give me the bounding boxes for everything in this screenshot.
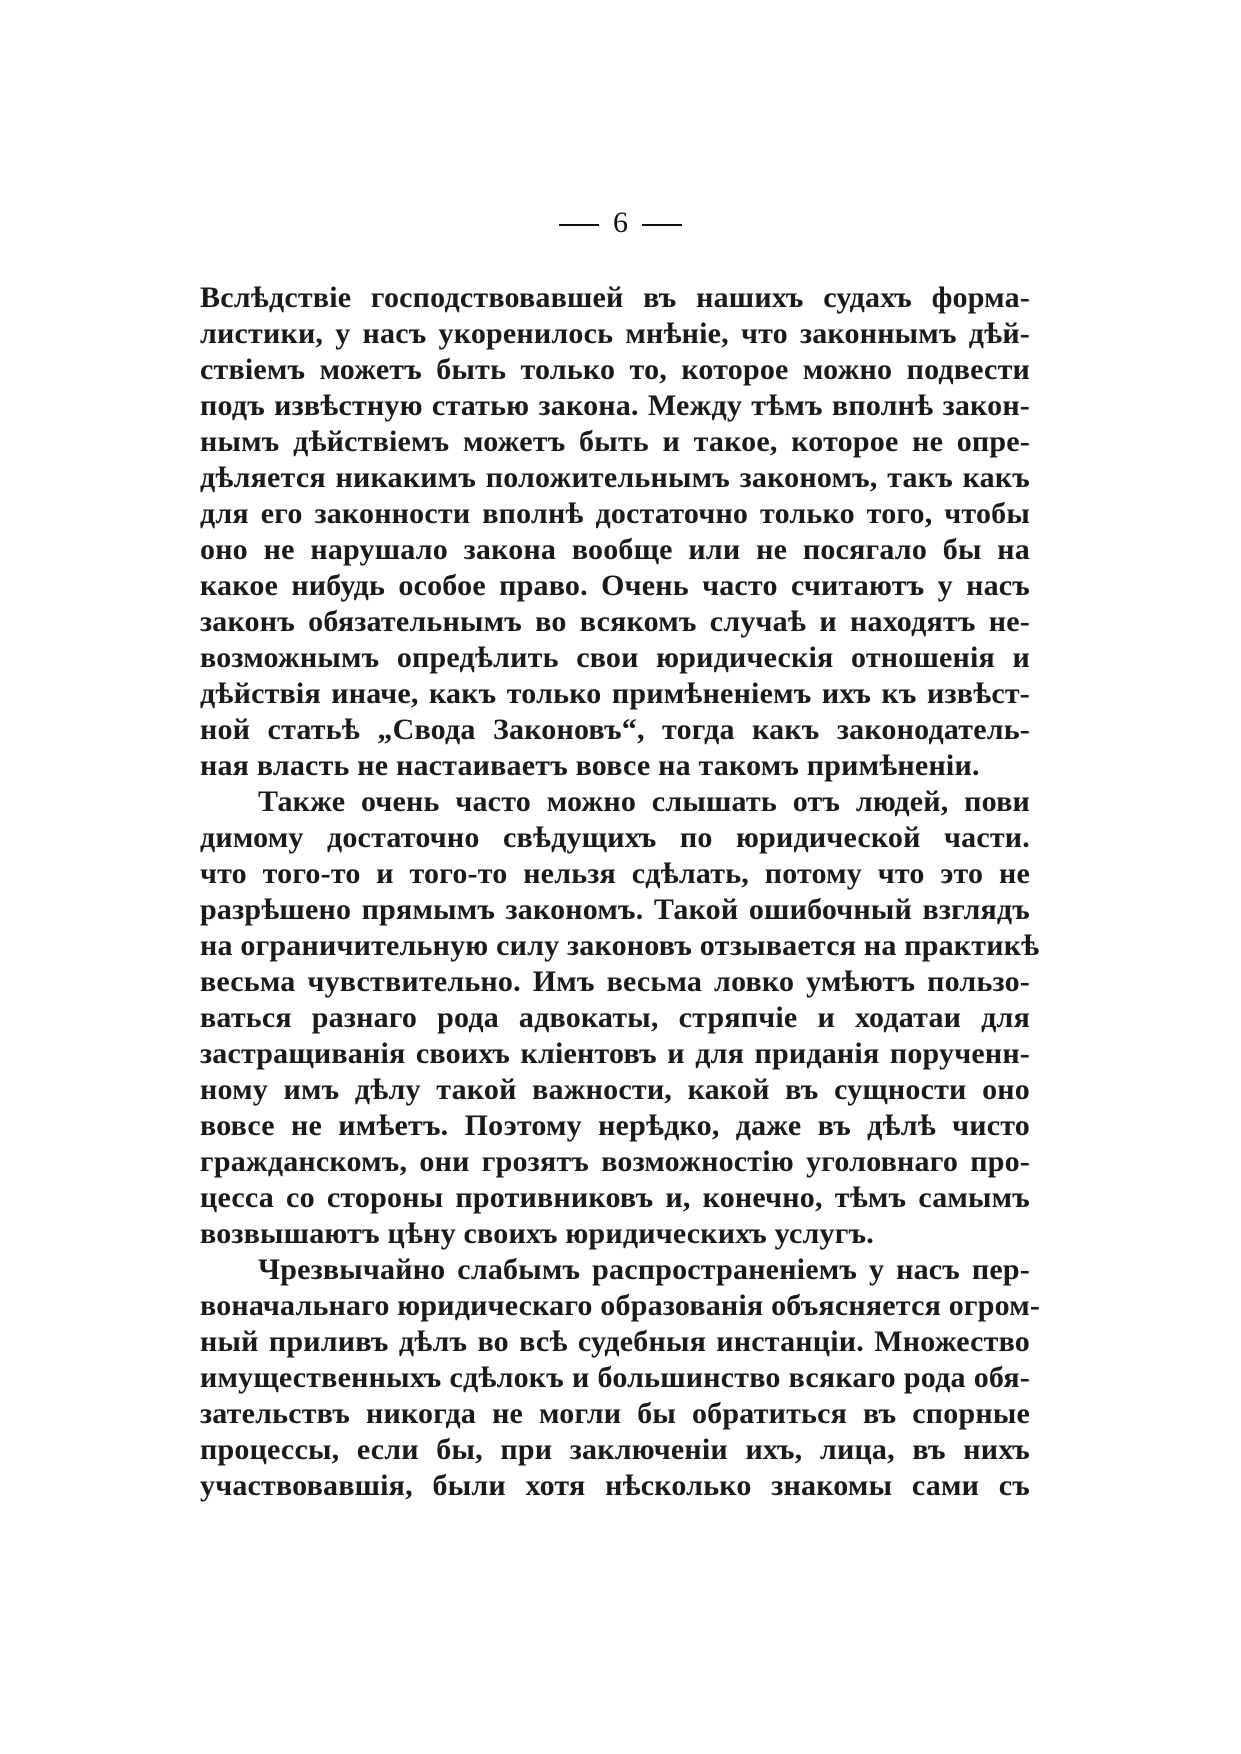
- text-line: димому достаточно свѣдущихъ по юридической части.: [200, 821, 1030, 854]
- text-line: какое нибудь особое право. Очень часто считаютъ у насъ: [200, 569, 1030, 602]
- text-line: возможнымъ опредѣлить свои юридическія отношенія и: [200, 641, 1030, 674]
- text-line: ной статьѣ „Свода Законовъ“, тогда какъ законодатель-: [200, 713, 1030, 746]
- text-line: процессы, если бы, при заключеніи ихъ, лица, въ нихъ: [200, 1433, 1030, 1466]
- text-line: дѣйствія иначе, какъ только примѣненіемъ ихъ къ извѣст-: [200, 677, 1030, 710]
- text-line: подъ извѣстную статью закона. Между тѣмъ вполнѣ закон-: [200, 389, 1030, 422]
- text-line: ная власть не настаиваетъ вовсе на такомъ примѣненіи.: [200, 749, 980, 782]
- text-line: застращиванія своихъ кліентовъ и для приданія порученн-: [200, 1037, 1030, 1070]
- text-line: зательствъ никогда не могли бы обратиться въ спорные: [200, 1397, 1030, 1430]
- text-line: гражданскомъ, они грозятъ возможностію уголовнаго про-: [200, 1145, 1030, 1178]
- text-line: ный приливъ дѣлъ во всѣ судебныя инстанціи. Множество: [200, 1325, 1030, 1358]
- text-line: для его законности вполнѣ достаточно только того, чтобы: [200, 497, 1030, 530]
- text-line: листики, у насъ укоренилось мнѣніе, что законнымъ дѣй-: [200, 317, 1030, 350]
- text-line: вовсе не имѣетъ. Поэтому нерѣдко, даже въ дѣлѣ чисто: [200, 1109, 1030, 1142]
- text-line: на ограничительную силу законовъ отзывается на практикѣ: [200, 929, 1040, 962]
- text-line: законъ обязательнымъ во всякомъ случаѣ и находятъ не-: [200, 605, 1030, 638]
- text-line: нымъ дѣйствіемъ можетъ быть и такое, которое не опре-: [200, 425, 1030, 458]
- page-number-value: 6: [613, 206, 628, 239]
- text-line: разрѣшено прямымъ закономъ. Такой ошибочный взглядъ: [200, 893, 1030, 926]
- text-line: цесса со стороны противниковъ и, конечно, тѣмъ самымъ: [200, 1181, 1030, 1214]
- body-text: [200, 280, 1041, 1504]
- text-line: ствіемъ можетъ быть только то, которое можно подвести: [200, 353, 1030, 386]
- text-line: ваться разнаго рода адвокаты, стряпчіе и ходатаи для: [200, 1001, 1030, 1034]
- text-line: весьма чувствительно. Имъ весьма ловко умѣютъ пользо-: [200, 965, 1030, 998]
- text-line: что того-то и того-то нельзя сдѣлать, потому что это не: [200, 857, 1030, 890]
- text-line: Вслѣдствіе господствовавшей въ нашихъ судахъ форма-: [200, 281, 1030, 314]
- text-line: Чрезвычайно слабымъ распространеніемъ у насъ пер-: [258, 1253, 1030, 1286]
- text-line: дѣляется никакимъ положительнымъ закономъ, такъ какъ: [200, 461, 1030, 494]
- text-line: Также очень часто можно слышать отъ людей, пови: [258, 785, 1030, 818]
- text-line: оно не нарушало закона вообще или не посягало бы на: [200, 533, 1030, 566]
- text-line: воначальнаго юридическаго образованія объясняется огром-: [200, 1289, 1041, 1322]
- left-dash: [559, 224, 599, 226]
- page-number: [0, 203, 1241, 243]
- text-line: ному имъ дѣлу такой важности, какой въ сущности оно: [200, 1073, 1030, 1106]
- right-dash: [642, 224, 682, 226]
- text-line: возвышаютъ цѣну своихъ юридическихъ услугъ.: [200, 1217, 874, 1250]
- text-line: участвовавшія, были хотя нѣсколько знакомы сами съ: [200, 1469, 1030, 1502]
- text-line: имущественныхъ сдѣлокъ и большинство всякаго рода обя-: [200, 1361, 1030, 1394]
